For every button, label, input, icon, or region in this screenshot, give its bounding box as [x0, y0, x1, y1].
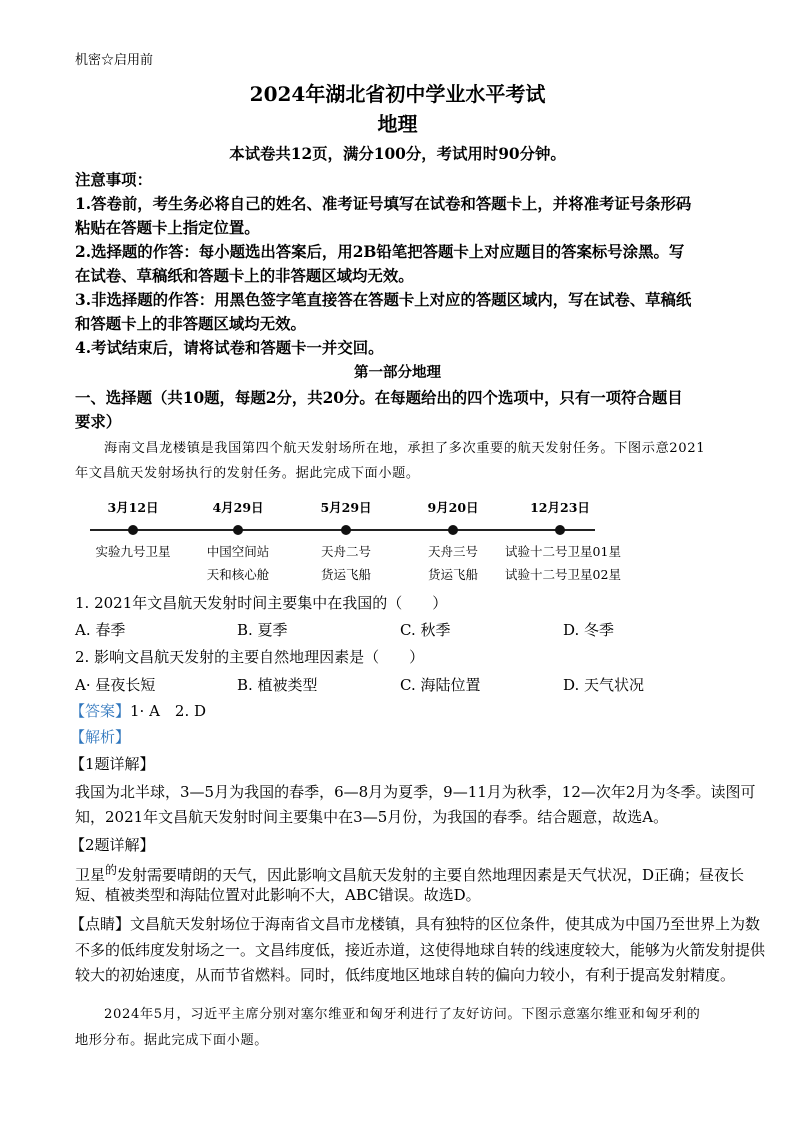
- detail-2-line: [75, 861, 744, 884]
- timeline-date: 4月29日: [212, 500, 264, 515]
- label-line: 中国空间站: [206, 544, 270, 559]
- notice-line: 1.答卷前，考生务必将自己的姓名、准考证号填写在试卷和答题卡上，并将准考证号条形码: [75, 195, 692, 213]
- part-title: 第一部分地理: [354, 364, 441, 381]
- intro-paragraph: 地形分布。据此完成下面小题。: [75, 1033, 269, 1048]
- timeline-date: 5月29日: [320, 500, 372, 515]
- section-heading: 要求）: [75, 413, 122, 431]
- label-line: 天舟二号: [320, 544, 372, 559]
- timeline-label: [505, 540, 621, 586]
- q2-option-c: C. 海陆位置: [400, 676, 481, 694]
- detail-2-line: 短、植被类型和海陆位置对此影响不大，ABC错误。故选D。: [75, 886, 481, 904]
- q1-option-c: C. 秋季: [400, 621, 451, 639]
- answer-label: 【答案】: [70, 702, 131, 720]
- text: 文昌航天发射场位于海南省文昌市龙楼镇，具有独特的区位条件，使其成为中国乃至世界上为数: [130, 915, 761, 933]
- q2-option-d: D. 天气状况: [563, 676, 645, 694]
- timeline-dot: [128, 525, 138, 535]
- detail-2-label: 【2题详解】: [70, 836, 155, 854]
- intro-paragraph: 2024年5月，习近平主席分别对塞尔维亚和匈牙利进行了友好访问。下图示意塞尔维亚和匈牙利的: [104, 1007, 701, 1022]
- answer-row: [70, 702, 206, 720]
- secret-label: 机密☆启用前: [75, 53, 154, 68]
- timeline-label: [321, 540, 371, 586]
- tip-line: 不多的低纬度发射场之一。文昌纬度低，接近赤道，这使得地球自转的线速度较大，能够为火箭发射提供: [75, 941, 766, 959]
- q1-option-d: D. 冬季: [563, 621, 615, 639]
- detail-1-line: 知，2021年文昌航天发射时间主要集中在3—5月份，为我国的春季。结合题意，故选A。: [75, 808, 669, 826]
- text: 的: [105, 863, 118, 877]
- q1-option-b: B. 夏季: [237, 621, 288, 639]
- timeline-date: 3月12日: [107, 500, 159, 515]
- notice-line: 粘贴在答题卡上指定位置。: [75, 219, 260, 237]
- q2-option-a: A· 昼夜长短: [75, 676, 156, 694]
- detail-1-label: 【1题详解】: [70, 755, 155, 773]
- notice-line: 在试卷、草稿纸和答题卡上的非答题区域均无效。: [75, 267, 414, 285]
- intro-paragraph: 年文昌航天发射场执行的发射任务。据此完成下面小题。: [75, 466, 420, 481]
- timeline-dot: [555, 525, 565, 535]
- label-line: 货运飞船: [320, 567, 372, 582]
- timeline-label: [207, 540, 270, 586]
- timeline-label: [428, 540, 478, 586]
- label-line: 天和核心舱: [206, 567, 270, 582]
- timeline-date: 12月23日: [530, 500, 590, 515]
- notice-line: 4.考试结束后，请将试卷和答题卡一并交回。: [75, 339, 384, 357]
- timeline-dot: [448, 525, 458, 535]
- tip-line: 较大的初始速度，从而节省燃料。同时，低纬度地区地球自转的偏向力较小，有利于提高发射精度。: [75, 966, 736, 984]
- label-line: 试验十二号卫星01星: [505, 544, 621, 559]
- analysis-label: 【解析】: [70, 728, 131, 746]
- answer-value: 1· A 2. D: [130, 702, 207, 720]
- label-line: 天舟三号: [427, 544, 479, 559]
- timeline-label: [95, 540, 170, 563]
- label-line: 实验九号卫星: [95, 544, 171, 559]
- subject-title: 地理: [377, 112, 418, 136]
- tip-line: [70, 915, 760, 933]
- label-line: 货运飞船: [427, 567, 479, 582]
- notice-heading: 注意事项：: [75, 171, 152, 189]
- q2-option-b: B. 植被类型: [237, 676, 318, 694]
- notice-line: 2.选择题的作答：每小题选出答案后，用2B铅笔把答题卡上对应题目的答案标号涂黑。写: [75, 243, 685, 261]
- label-line: 试验十二号卫星02星: [505, 567, 621, 582]
- question-1-stem: 1. 2021年文昌航天发射时间主要集中在我国的（ ）: [75, 594, 448, 612]
- question-2-stem: 2. 影响文昌航天发射的主要自然地理因素是（ ）: [75, 648, 425, 666]
- notice-line: 和答题卡上的非答题区域均无效。: [75, 315, 306, 333]
- tip-label: 【点睛】: [70, 915, 131, 933]
- section-heading: 一、选择题（共10题，每题2分，共20分。在每题给出的四个选项中，只有一项符合题目: [75, 389, 683, 407]
- detail-1-line: 我国为北半球，3—5月为我国的春季，6—8月为夏季，9—11月为秋季，12—次年2月为冬季。读图可: [75, 783, 756, 801]
- q1-option-a: A. 春季: [75, 621, 126, 639]
- timeline-date: 9月20日: [427, 500, 479, 515]
- notice-line: 3.非选择题的作答：用黑色签字笔直接答在答题卡上对应的答题区域内，写在试卷、草稿纸: [75, 291, 692, 309]
- timeline-dot: [341, 525, 351, 535]
- timeline-dot: [233, 525, 243, 535]
- exam-info: 本试卷共12页，满分100分，考试用时90分钟。: [229, 145, 566, 163]
- text: 卫星: [75, 866, 106, 884]
- text: 发射需要晴朗的天气，因此影响文昌航天发射的主要自然地理因素是天气状况，D正确；昼夜长: [117, 866, 745, 884]
- exam-title: 2024年湖北省初中学业水平考试: [249, 82, 546, 106]
- intro-paragraph: 海南文昌龙楼镇是我国第四个航天发射场所在地，承担了多次重要的航天发射任务。下图示意2021: [104, 441, 706, 456]
